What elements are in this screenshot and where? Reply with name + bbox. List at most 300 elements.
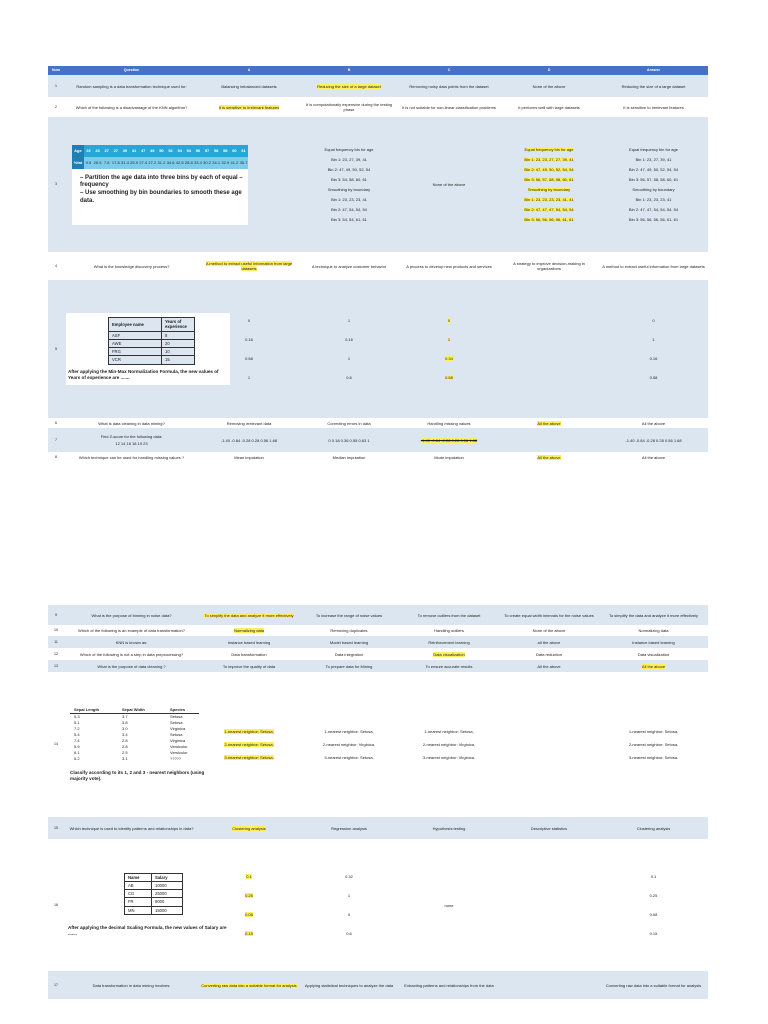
answer: Clustering analysis bbox=[599, 817, 708, 839]
option-a: Instance based learning bbox=[199, 636, 299, 648]
value-cell: 31.4 bbox=[120, 157, 129, 169]
table-cell: 6.1 bbox=[70, 750, 118, 756]
stack-line-text: 0.58 bbox=[649, 375, 658, 380]
stack-line-text: Bin 1: 23, 23, 27, 27, 39, 41 bbox=[524, 157, 574, 162]
question-number: 8 bbox=[48, 452, 64, 462]
stack-line-text: Bin 2: 47, 49, 50, 52, 54 bbox=[327, 167, 371, 172]
stack-line-text: Bin 3: 56, 56, 56, 56, 61, 61 bbox=[524, 217, 574, 222]
question-row-16 bbox=[48, 839, 708, 971]
question-row-2 bbox=[48, 97, 708, 117]
stack-line-text: 1 bbox=[652, 337, 655, 342]
option-c bbox=[399, 672, 499, 817]
stack-line bbox=[601, 157, 706, 162]
stack-line-text: 0 bbox=[347, 912, 351, 917]
stack-line bbox=[301, 912, 397, 917]
stack-line-text: 1-nearest neighbor: Setosa, bbox=[424, 729, 474, 734]
employee-table-image bbox=[66, 313, 230, 385]
stack-line-text: 0 bbox=[652, 318, 655, 323]
option-a bbox=[199, 605, 299, 625]
stack-line bbox=[401, 318, 497, 323]
stack-line bbox=[501, 207, 597, 212]
value-cell: 9.5 bbox=[84, 157, 93, 169]
table-cell: FRG bbox=[109, 348, 162, 356]
question-number: 17 bbox=[48, 971, 64, 999]
option-c: Extracting patterns and relationships from the data bbox=[399, 971, 499, 999]
question-text: Which technique is used to identify patterns and relationships in data? bbox=[64, 817, 199, 839]
table-cell: Setosa bbox=[166, 713, 214, 720]
highlighted-option: Normalizing data bbox=[233, 628, 264, 633]
stack-line bbox=[301, 755, 397, 760]
stack-line-text: 3-nearest neighbor: Setosa. bbox=[224, 755, 274, 760]
value-cell: 58 bbox=[212, 145, 221, 157]
stack-line-text: 0.15 bbox=[245, 930, 253, 936]
question-caption: After applying the Min-Max Normalization Formula, the new values of Years of experience are ....... bbox=[68, 368, 219, 380]
table-cell: 5.3 bbox=[70, 713, 118, 720]
question-image-cell bbox=[64, 117, 248, 252]
stack-line bbox=[301, 187, 397, 192]
stack-line-text: 3-nearest neighbor: Setosa. bbox=[324, 755, 374, 760]
stack-line-text: 1-nearest neighbor: Setosa, bbox=[324, 729, 374, 734]
question-number: 16 bbox=[48, 839, 64, 971]
table-cell: VCR bbox=[109, 356, 162, 364]
table-row bbox=[109, 348, 195, 356]
option-a: Data transformation bbox=[199, 648, 299, 660]
value-cell: 26.5 bbox=[93, 157, 102, 169]
option-d: all the above bbox=[499, 636, 599, 648]
stack-line-text: 0.1 bbox=[246, 873, 252, 879]
option-c: To remove outliers from the dataset bbox=[399, 605, 499, 625]
value-cell: 54 bbox=[184, 145, 193, 157]
stack-line-text: 0.15 bbox=[649, 931, 658, 936]
stack-line bbox=[501, 217, 597, 222]
stack-line-text: 1-nearest neighbor: Setosa, bbox=[628, 729, 679, 734]
option-d bbox=[499, 839, 599, 971]
table-cell: Setosa bbox=[166, 732, 214, 738]
option-b: Regression analysis bbox=[299, 817, 399, 839]
age-row bbox=[72, 145, 248, 157]
stack-line bbox=[601, 893, 706, 898]
option-d: None of the above bbox=[499, 625, 599, 636]
table-cell: 2.5 bbox=[118, 750, 166, 756]
stack-line bbox=[201, 742, 297, 747]
stack-line bbox=[301, 207, 397, 212]
stack-line bbox=[601, 356, 706, 361]
question-text: What is the purpose of binning in noise data? bbox=[64, 605, 199, 625]
stack-line bbox=[401, 375, 497, 380]
stack-line-text: 0.25 bbox=[245, 892, 253, 898]
row-label: Age bbox=[72, 145, 84, 157]
option-a: Mean imputation bbox=[199, 452, 299, 462]
question-row-6 bbox=[48, 418, 708, 428]
stack-line bbox=[601, 755, 706, 760]
stack-line bbox=[601, 197, 706, 202]
table-cell: 3.4 bbox=[118, 732, 166, 738]
stack-line bbox=[301, 729, 397, 734]
stack-line bbox=[301, 375, 397, 380]
question-number: 5 bbox=[48, 280, 64, 418]
table-cell: AB bbox=[125, 881, 152, 889]
table-row bbox=[125, 890, 183, 898]
stack-line bbox=[401, 729, 497, 734]
employee-table bbox=[108, 317, 195, 365]
table-cell: 7.2 bbox=[70, 726, 118, 732]
stack-line bbox=[601, 742, 706, 747]
col-species: Species bbox=[166, 707, 214, 714]
stack-line bbox=[601, 375, 706, 380]
stack-line bbox=[301, 197, 397, 202]
stack-line-text: Bin 1: 23, 23, 23, 23, 41, 41 bbox=[524, 197, 574, 202]
salary-table-image bbox=[66, 871, 230, 940]
stack-line bbox=[301, 157, 397, 162]
option-b: 0 0.18 0.36 0.55 0.63 1 bbox=[299, 428, 399, 452]
table-cell: 5.2 bbox=[70, 756, 118, 762]
question-text: KNN is known as: bbox=[64, 636, 199, 648]
stack-line bbox=[601, 147, 706, 152]
stack-line bbox=[301, 318, 397, 323]
question-text-line: Find Z-score for the following data: bbox=[100, 434, 163, 439]
table-cell: Versicolor bbox=[166, 744, 214, 750]
option-c: none bbox=[399, 839, 499, 971]
stack-line-text: Bin 1: 23, 23, 23, 41 bbox=[331, 197, 367, 202]
stack-line-text: 3-nearest neighbor: Virginica. bbox=[422, 755, 476, 760]
question-number: 2 bbox=[48, 97, 64, 117]
stack-line bbox=[601, 217, 706, 222]
stack-line bbox=[401, 337, 497, 342]
stack-line bbox=[601, 729, 706, 734]
stack-line bbox=[301, 147, 397, 152]
option-c: Reinforcement learning bbox=[399, 636, 499, 648]
table-cell: CG bbox=[125, 890, 152, 898]
option-a bbox=[199, 817, 299, 839]
table-cell: 5.4 bbox=[70, 732, 118, 738]
question-row-8 bbox=[48, 452, 708, 462]
option-a: -1.40 -0.84 -0.28 0.28 0.56 1.68 bbox=[199, 428, 299, 452]
answer: Instance based learning bbox=[599, 636, 708, 648]
answer: To simplify the data and analyze it more effectively bbox=[599, 605, 708, 625]
question-text: What is the purpose of data cleaning ? bbox=[64, 660, 199, 672]
option-b bbox=[299, 117, 399, 252]
value-cell: 32.9 bbox=[221, 157, 230, 169]
option-d bbox=[499, 117, 599, 252]
question-number: 10 bbox=[48, 625, 64, 636]
stack-line-text: 1 bbox=[347, 356, 351, 361]
option-b: Applying statistical techniques to analyze the data bbox=[299, 971, 399, 999]
stack-line bbox=[301, 217, 397, 222]
highlighted-option: Reducing the size of a large dataset bbox=[317, 83, 381, 89]
option-d: To create equal width intervals for the noise values bbox=[499, 605, 599, 625]
value-cell: 47 bbox=[139, 145, 148, 157]
stack-line bbox=[501, 157, 597, 162]
answer: It is sensitive to irrelevant features bbox=[599, 97, 708, 117]
stack-line bbox=[301, 874, 397, 879]
value-cell: 33.4 bbox=[193, 157, 202, 169]
option-a bbox=[199, 252, 299, 280]
highlighted-option: Data visualization bbox=[433, 651, 465, 657]
value-cell: 61 bbox=[239, 145, 248, 157]
question-row-15 bbox=[48, 817, 708, 839]
stack-line bbox=[201, 729, 297, 734]
stack-line bbox=[601, 874, 706, 879]
answer: -1.40 -0.84 -0.28 0.28 0.56 1.68 bbox=[599, 428, 708, 452]
header-c: C bbox=[399, 66, 499, 75]
stack-line bbox=[301, 337, 397, 342]
option-c: None of the above bbox=[399, 117, 499, 252]
value-cell: 60 bbox=[230, 145, 239, 157]
option-c: To ensure accurate results bbox=[399, 660, 499, 672]
value-cell: 31.2 bbox=[157, 157, 166, 169]
age-data-image bbox=[72, 145, 248, 225]
value-cell: 39 bbox=[120, 145, 129, 157]
option-d bbox=[499, 452, 599, 462]
question-number: 7 bbox=[48, 428, 64, 452]
table-row bbox=[125, 898, 183, 906]
col-sepal-length: Sepal Length bbox=[70, 707, 118, 714]
stack-line-text: 0.6 bbox=[346, 375, 352, 380]
table-cell: AWE bbox=[109, 339, 162, 347]
stack-line bbox=[301, 177, 397, 182]
salary-table bbox=[124, 873, 183, 915]
option-a: To improve the quality of data bbox=[199, 660, 299, 672]
value-cell: 52 bbox=[166, 145, 175, 157]
table-row bbox=[125, 881, 183, 889]
stack-line bbox=[601, 337, 706, 342]
stack-line bbox=[601, 207, 706, 212]
table-cell: 3.8 bbox=[118, 720, 166, 726]
header-b: B bbox=[299, 66, 399, 75]
stack-line bbox=[501, 187, 597, 192]
option-a: Removing irrelevant data bbox=[199, 418, 299, 428]
stack-line-text: Bin 3: 56, 57, 58, 58, 60, 61 bbox=[628, 177, 679, 182]
question-text: Data transformation in data mining involves: bbox=[64, 971, 199, 999]
option-b: Correcting errors in data bbox=[299, 418, 399, 428]
stack-line-text: 0.16 bbox=[245, 337, 253, 342]
stack-line-text: 2-nearest neighbor: Setosa, bbox=[224, 742, 274, 747]
value-cell: 57 bbox=[202, 145, 211, 157]
option-c: Hypothesis testing bbox=[399, 817, 499, 839]
option-c: Handling outliers bbox=[399, 625, 499, 636]
stack-line bbox=[301, 931, 397, 936]
question-text: Which of the following is a disadvantage of the KNN algorithm? bbox=[64, 97, 199, 117]
stack-line bbox=[301, 356, 397, 361]
table-row bbox=[70, 756, 214, 762]
header-question: Question bbox=[64, 66, 199, 75]
stack-line bbox=[501, 167, 597, 172]
instruction-bullets bbox=[80, 175, 248, 206]
header-num: Num bbox=[48, 66, 64, 75]
highlighted-answer: All the above bbox=[641, 663, 666, 669]
answer bbox=[599, 672, 708, 817]
answer: Reducing the size of a large dataset bbox=[599, 75, 708, 97]
stack-line-text: Smoothing by boundary bbox=[327, 187, 371, 192]
table-cell: Virginica bbox=[166, 738, 214, 744]
table-cell: 3.0 bbox=[118, 726, 166, 732]
option-b bbox=[299, 672, 399, 817]
question-number: 6 bbox=[48, 418, 64, 428]
stack-line-text: 2-nearest neighbor: Virginica, bbox=[322, 742, 376, 747]
answer bbox=[599, 839, 708, 971]
answer: A method to extract useful information from large datasets bbox=[599, 252, 708, 280]
stack-line bbox=[501, 197, 597, 202]
question-caption: Classify according to its 1, 2 and 3 - nearest neighbors (using majority vote). bbox=[70, 769, 205, 781]
value-cell: 30.2 bbox=[202, 157, 211, 169]
header-a: A bbox=[199, 66, 299, 75]
table-cell: ASF bbox=[109, 331, 162, 339]
bullet-2: – Use smoothing by bin boundaries to smooth these age data. bbox=[80, 190, 242, 204]
question-number: 12 bbox=[48, 648, 64, 660]
highlighted-option: Converting raw data into a suitable format for analysis bbox=[201, 982, 297, 988]
question-text: What is the knowledge discovery process? bbox=[64, 252, 199, 280]
value-cell: 23 bbox=[93, 145, 102, 157]
stack-line-text: 0.32 bbox=[345, 874, 353, 879]
header-row bbox=[48, 66, 708, 75]
stack-line-text: Bin 2: 47, 49, 50, 52, 54, 54 bbox=[628, 167, 679, 172]
option-d: It performs well with large datasets bbox=[499, 97, 599, 117]
table-cell: FR bbox=[125, 898, 152, 906]
answer bbox=[599, 280, 708, 418]
question-row-12 bbox=[48, 648, 708, 660]
table-cell: 5.1 bbox=[70, 720, 118, 726]
stack-line-text: 0.08 bbox=[245, 911, 253, 917]
value-cell: 56 bbox=[193, 145, 202, 157]
stack-line bbox=[501, 177, 597, 182]
question-number: 13 bbox=[48, 660, 64, 672]
stack-line-text: Bin 2: 47, 47, 54, 54, 54, 54 bbox=[628, 207, 679, 212]
option-a bbox=[199, 97, 299, 117]
stack-line bbox=[401, 755, 497, 760]
question-number: 4 bbox=[48, 252, 64, 280]
value-cell: 27 bbox=[111, 145, 120, 157]
stack-line bbox=[601, 187, 706, 192]
stack-line bbox=[401, 742, 497, 747]
table-cell: 8 bbox=[162, 331, 195, 339]
question-caption: After applying the decimal Scaling Formula, the new values of Salary are ....... bbox=[68, 924, 227, 937]
stack-line-text: 0.34 bbox=[445, 356, 453, 361]
table-cell: 15000 bbox=[152, 906, 183, 914]
stack-line bbox=[601, 912, 706, 917]
question-text: Which of the following is an example of data transformation? bbox=[64, 625, 199, 636]
question-number: 14 bbox=[48, 672, 64, 817]
question-number: 9 bbox=[48, 605, 64, 625]
highlighted-option: It is sensitive to irrelevant features bbox=[218, 104, 280, 110]
option-d: A strategy to improve decision-making in organizations bbox=[499, 252, 599, 280]
highlighted-option: To simplify the data and analyze it more effectively bbox=[204, 612, 294, 618]
value-cell: 34.1 bbox=[212, 157, 221, 169]
option-d bbox=[499, 971, 599, 999]
option-a bbox=[199, 672, 299, 817]
answer: All the above bbox=[599, 452, 708, 462]
value-cell: 49 bbox=[148, 145, 157, 157]
stack-line-text: 0.16 bbox=[345, 337, 353, 342]
option-c bbox=[399, 280, 499, 418]
stack-line-text: 0.25 bbox=[649, 893, 658, 898]
stack-line-text: Equal frequency bin for age bbox=[629, 147, 678, 152]
quiz-table-page-1 bbox=[48, 66, 708, 462]
question-text: Which of the following is not a step in data preprocessing? bbox=[64, 648, 199, 660]
stack-line-text: Bin 2: 47, 49, 50, 52, 54, 54 bbox=[524, 167, 574, 172]
quiz-table-page-2 bbox=[48, 605, 708, 999]
option-a bbox=[199, 971, 299, 999]
stack-line bbox=[401, 356, 497, 361]
value-cell: 27 bbox=[102, 145, 111, 157]
option-b bbox=[299, 75, 399, 97]
question-row-13 bbox=[48, 660, 708, 672]
table-row bbox=[125, 906, 183, 914]
answer: Normalizing data bbox=[599, 625, 708, 636]
option-c: Mode imputation bbox=[399, 452, 499, 462]
question-row-4 bbox=[48, 252, 708, 280]
stack-line-text: 1-nearest neighbor: Setosa, bbox=[224, 729, 274, 734]
table-cell: 15 bbox=[162, 356, 195, 364]
option-d: Data reduction bbox=[499, 648, 599, 660]
stack-line-text: Bin 1: 23, 27, 39, 41 bbox=[331, 157, 367, 162]
highlighted-option: Clustering analysis bbox=[232, 825, 266, 831]
question-text bbox=[64, 428, 199, 452]
table-cell: MN bbox=[125, 906, 152, 914]
option-b: It is computationally expensive during the testing phase bbox=[299, 97, 399, 117]
stack-line-text: Bin 3: 54, 54, 61, 61 bbox=[331, 217, 367, 222]
table-cell: 10 bbox=[162, 348, 195, 356]
question-number: 3 bbox=[48, 117, 64, 252]
option-b: To increase the range of noise values bbox=[299, 605, 399, 625]
question-text: Random sampling is a data transformation technique used for: bbox=[64, 75, 199, 97]
option-b: Removing duplicates bbox=[299, 625, 399, 636]
stack-line-text: 0.1 bbox=[650, 874, 657, 879]
highlighted-option: All the above bbox=[537, 420, 561, 426]
header-d: D bbox=[499, 66, 599, 75]
answer: Converting raw data into a suitable format for analysis bbox=[599, 971, 708, 999]
value-cell: 41 bbox=[129, 145, 138, 157]
col-sepal-width: Sepal Width bbox=[118, 707, 166, 714]
stack-line-text: 1 bbox=[347, 318, 351, 323]
value-cell: 25.9 bbox=[129, 157, 138, 169]
stack-line-text: 2-nearest neighbor: Virginica, bbox=[422, 742, 476, 747]
question-row-10 bbox=[48, 625, 708, 636]
option-d bbox=[499, 428, 599, 452]
value-cell: 54 bbox=[175, 145, 184, 157]
question-image-cell bbox=[64, 280, 219, 418]
bullet-1: – Partition the age data into three bins by each of equal – frequency bbox=[80, 174, 243, 189]
option-b bbox=[299, 280, 399, 418]
col-employee-name: Employee name bbox=[109, 318, 162, 332]
option-a: Balancing imbalanced datasets bbox=[199, 75, 299, 97]
value-cell: 50 bbox=[157, 145, 166, 157]
value-cell: 28.8 bbox=[184, 157, 193, 169]
stack-line bbox=[301, 893, 397, 898]
question-row-9 bbox=[48, 605, 708, 625]
stack-line bbox=[301, 167, 397, 172]
question-row-17 bbox=[48, 971, 708, 999]
stack-line-text: 0.58 bbox=[445, 375, 453, 380]
question-row-3 bbox=[48, 117, 708, 252]
option-c bbox=[399, 428, 499, 452]
stack-line-text: 0.6 bbox=[346, 931, 352, 936]
option-b: Model based learning bbox=[299, 636, 399, 648]
stack-line-text: 1 bbox=[447, 337, 451, 342]
stack-line bbox=[501, 147, 597, 152]
question-row-5 bbox=[48, 280, 708, 418]
question-number: 15 bbox=[48, 817, 64, 839]
question-text: Which technique can be used for handling missing values ? bbox=[64, 452, 199, 462]
option-b: Data integration bbox=[299, 648, 399, 660]
highlighted-option: -1.40 -0.84 -0.28 0.28 0.56 1.68 bbox=[420, 437, 478, 443]
table-cell: Virginica bbox=[166, 726, 214, 732]
option-b bbox=[299, 839, 399, 971]
option-c: Removing noisy data points from the dataset bbox=[399, 75, 499, 97]
value-cell: 7.8 bbox=[102, 157, 111, 169]
stack-line-text: Bin 2: 47, 47, 47, 54, 54, 54 bbox=[524, 207, 574, 212]
stack-line-text: Bin 1: 23, 27, 39, 41 bbox=[635, 157, 672, 162]
stack-line bbox=[601, 177, 706, 182]
